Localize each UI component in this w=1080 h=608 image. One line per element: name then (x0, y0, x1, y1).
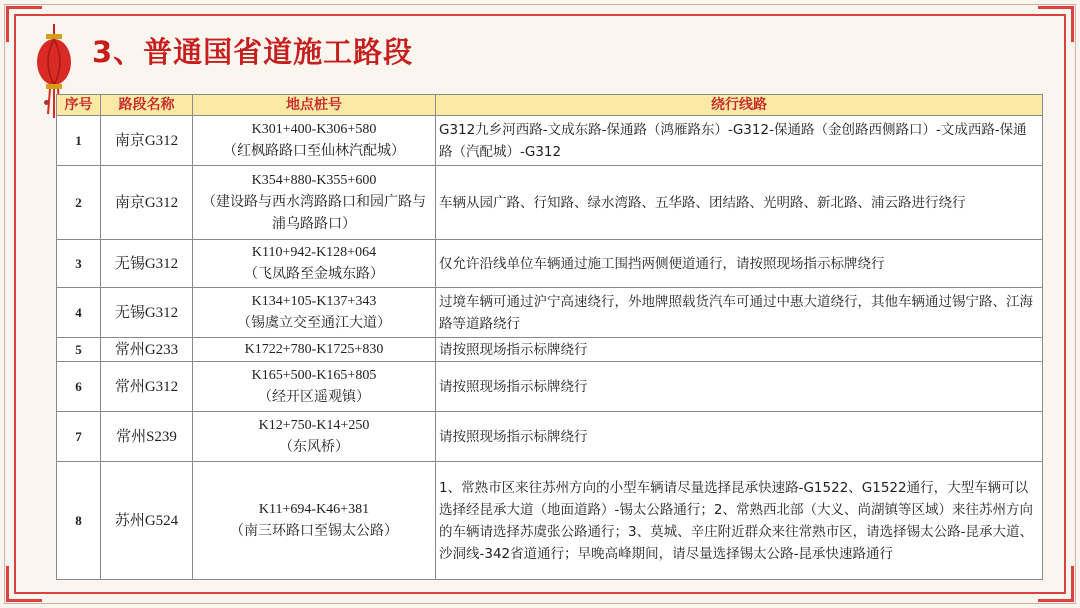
location-cell (193, 240, 436, 288)
row-no: 6 (57, 362, 101, 412)
location-desc: （飞凤路至金城东路） (244, 266, 384, 282)
row-no: 7 (57, 412, 101, 462)
table-row (57, 362, 1043, 412)
table-row (57, 240, 1043, 288)
table-row (57, 462, 1043, 580)
stake-number: K1722+780-K1725+830 (244, 341, 384, 357)
road-name: 常州S239 (101, 412, 193, 462)
location-desc: （经开区遥观镇） (258, 389, 370, 405)
road-name: 南京G312 (101, 166, 193, 240)
corner-ornament (1038, 6, 1074, 42)
corner-ornament (1038, 566, 1074, 602)
col-header-detour: 绕行线路 (436, 95, 1043, 116)
detour-route: 请按照现场指示标牌绕行 (436, 362, 1043, 412)
stake-number: K301+400-K306+580 (251, 121, 377, 137)
location-cell (193, 362, 436, 412)
detour-route: 请按照现场指示标牌绕行 (436, 338, 1043, 362)
stake-number: K134+105-K137+343 (251, 293, 377, 309)
stake-number: K354+880-K355+600 (251, 172, 377, 188)
corner-ornament (6, 566, 42, 602)
row-no: 4 (57, 288, 101, 338)
location-desc: （南三环路口至锡太公路） (230, 523, 398, 539)
location-desc: （建设路与西水湾路路口和园广路与浦乌路路口） (202, 194, 426, 232)
stake-number: K11+694-K46+381 (258, 501, 370, 517)
location-cell (193, 288, 436, 338)
construction-table (56, 94, 1043, 580)
row-no: 1 (57, 116, 101, 166)
location-cell (193, 462, 436, 580)
road-name: 南京G312 (101, 116, 193, 166)
road-name: 无锡G312 (101, 288, 193, 338)
detour-route: G312九乡河西路-文成东路-保通路（鸿雁路东）-G312-保通路（金创路西侧路口）-文成西路-保通路（汽配城）-G312 (436, 116, 1043, 166)
location-desc: （东风桥） (279, 439, 349, 455)
stake-number: K165+500-K165+805 (251, 367, 377, 383)
page-title: 3、普通国省道施工路段 (92, 35, 414, 69)
location-cell (193, 338, 436, 362)
bullet-dot (44, 100, 49, 105)
table-row (57, 166, 1043, 240)
stake-number: K110+942-K128+064 (251, 244, 377, 260)
table-header-row (57, 95, 1043, 116)
location-cell (193, 116, 436, 166)
road-name: 无锡G312 (101, 240, 193, 288)
road-name: 常州G312 (101, 362, 193, 412)
detour-route: 请按照现场指示标牌绕行 (436, 412, 1043, 462)
location-desc: （锡虞立交至通江大道） (237, 315, 391, 331)
detour-route: 过境车辆可通过沪宁高速绕行，外地牌照载货汽车可通过中惠大道绕行，其他车辆通过锡宁路、江海路等道路绕行 (436, 288, 1043, 338)
col-header-location: 地点桩号 (193, 95, 436, 116)
table-row (57, 288, 1043, 338)
table-row (57, 338, 1043, 362)
col-header-name: 路段名称 (101, 95, 193, 116)
col-header-no: 序号 (57, 95, 101, 116)
stake-number: K12+750-K14+250 (258, 417, 370, 433)
row-no: 2 (57, 166, 101, 240)
location-cell (193, 412, 436, 462)
table-row (57, 116, 1043, 166)
row-no: 3 (57, 240, 101, 288)
detour-route: 车辆从园广路、行知路、绿水湾路、五华路、团结路、光明路、新北路、浦云路进行绕行 (436, 166, 1043, 240)
location-desc: （红枫路路口至仙林汽配城） (223, 143, 405, 159)
detour-route: 仅允许沿线单位车辆通过施工围挡两侧便道通行，请按照现场指示标牌绕行 (436, 240, 1043, 288)
detour-route: 1、常熟市区来往苏州方向的小型车辆请尽量选择昆承快速路-G1522、G1522通行，大型车辆可以选择经昆承大道（地面道路）-锡太公路通行；2、常熟西北部（大义、尚湖镇等区域）来往苏州方向的车辆请选择苏虞张公路通行；3、莫城、辛庄附近群众来往常熟市区，请选择锡太公路-昆承大道、沙洞线-342省道通行；早晚高峰期间，请尽量选择锡太公路-昆承快速路通行 (436, 462, 1043, 580)
row-no: 8 (57, 462, 101, 580)
table-row (57, 412, 1043, 462)
road-name: 常州G233 (101, 338, 193, 362)
road-name: 苏州G524 (101, 462, 193, 580)
row-no: 5 (57, 338, 101, 362)
location-cell (193, 166, 436, 240)
